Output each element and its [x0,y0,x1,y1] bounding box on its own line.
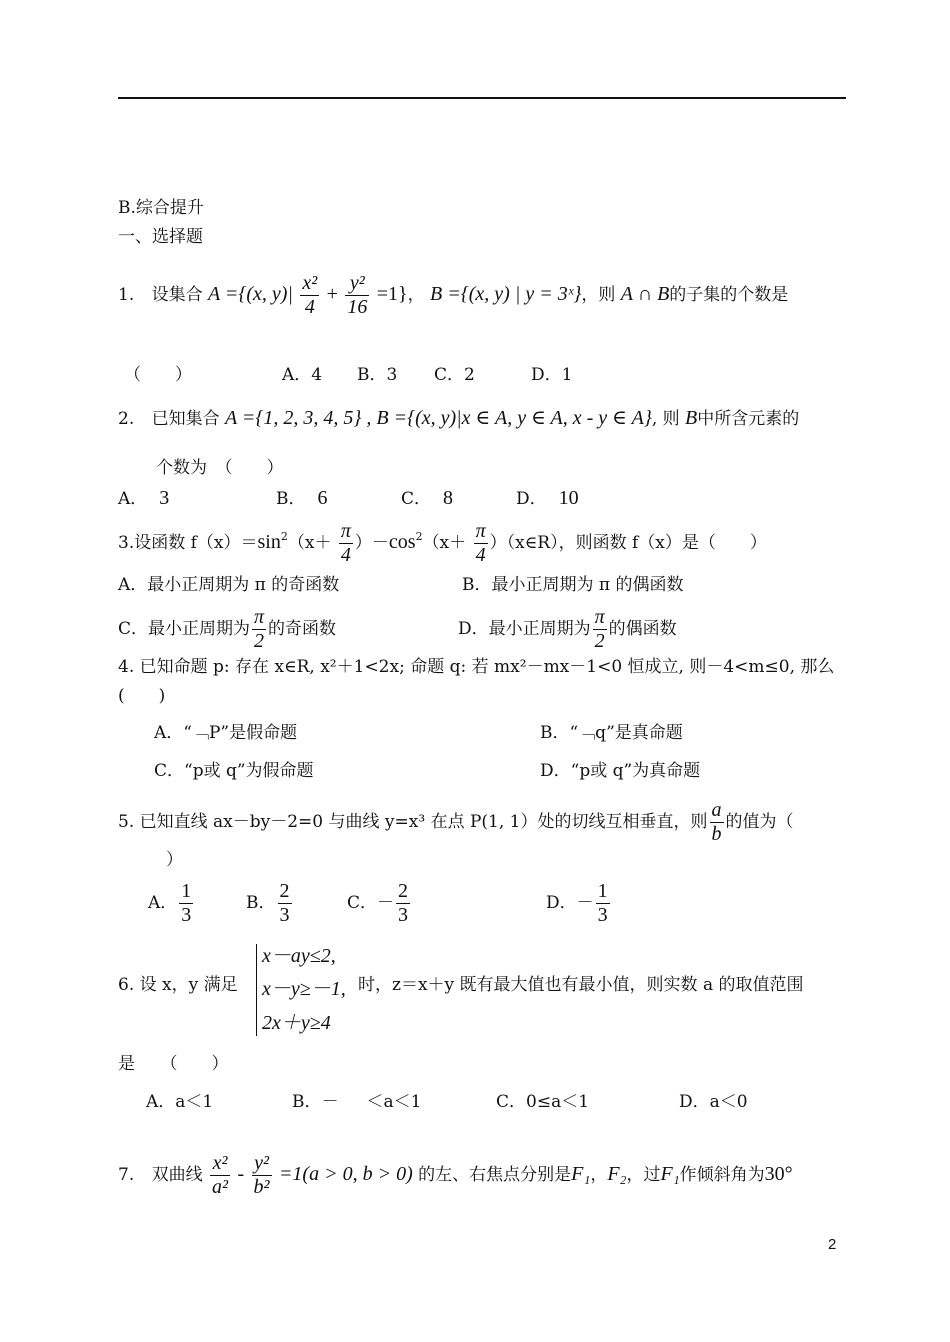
constraint-1: x－ay≤2, [262,945,336,967]
q4-option-b: B．“﹁q”是真命题 [540,723,683,743]
q2-option-b: B． 6 [276,487,328,509]
fraction-pi-over-2: $\frac{\pi}{2}$ [594,606,605,652]
q3-option-d: D．最小正周期为 $\frac{\pi}{2}$ 的偶函数 [458,606,677,652]
q6-option-b: B．－ ＜a＜1 [292,1092,422,1112]
q6-option-c: C．0≤a＜1 [496,1092,590,1112]
constraint-2: x－y≥－1, [262,978,346,1000]
question-5-line1: 5. 已知直线 ax－by－2=0 与曲线 y=x³ 在点 P(1, 1）处的切线互相垂直，则 $\frac{a}{b}$ 的值为（ [118,799,794,845]
q4-option-a: A．“﹁P”是假命题 [154,723,298,743]
q1-option-b: B．3 [357,365,398,385]
page-number: 2 [828,1236,837,1253]
q6-option-d: D．a＜0 [679,1092,748,1112]
q2-option-d: D． 10 [516,487,579,509]
fraction-a-over-b: $\frac{a}{b}$ [711,799,722,845]
question-6-lead: 6. 设 x，y 满足 [118,975,238,995]
fraction-x-over-4: $\frac{\text{x²}}{4}$ [302,272,318,318]
question-6-tail: 时，z＝x＋y 既有最大值也有最小值，则实数 a 的取值范围 [358,975,804,995]
question-1: 1. 设集合 A ={(x, y)| $\frac{\text{x²}}{4}$ + $\frac{\text{y²}}{16}$ =1}， B ={(x, y) | y = 3ˣ}，则 A ∩ B的子集的个数是 [118,272,789,318]
q5-option-c: C．－ $\frac{2}{3}$ [347,880,409,926]
q1-option-c: C．2 [434,365,475,385]
question-7: 7. 双曲线 $\frac{\text{x²}}{\text{a²}}$ - $\frac{\text{y²}}{\text{b²}}$ =1(a > 0, b > 0) 的左、右焦点分别是F₁，F₂，过F₁作倾斜角为30° [118,1152,793,1198]
q4-option-c: C．“p或 q”为假命题 [154,761,314,781]
q5-option-a: A． $\frac{1}{3}$ [148,880,192,926]
q1-option-a: A．4 [282,365,323,385]
q3-option-b: B．最小正周期为 π 的偶函数 [462,575,684,595]
question-4-line1: 4. 已知命题 p: 存在 x∈R, x²＋1<2x; 命题 q: 若 mx²－mx－1<0 恒成立, 则－4<m≤0, 那么 [118,657,835,677]
q3-option-a: A．最小正周期为 π 的奇函数 [118,575,340,595]
section-subtitle: 一、选择题 [118,227,203,247]
fraction-pi-over-2: $\frac{\pi}{2}$ [254,606,265,652]
question-3: 3.设函数 $f(x)=\sin^2(x+$ $\frac{\pi}{4}$ ）$-\cos^2(x+$ $\frac{\pi}{4}$ ）（x∈R），则函数 f（x）是（ ） [118,520,767,566]
header-rule [118,97,846,99]
section-title: B.综合提升 [118,198,204,218]
question-1-paren: （ ） [124,365,192,385]
question-2-line2: 个数为 （ ） [156,458,284,478]
question-5-line2: ） [166,850,183,870]
fraction-y2-over-b2: $\frac{\text{y²}}{\text{b²}}$ [253,1152,270,1198]
fraction-y-over-16: $\frac{\text{y²}}{16}$ [347,272,368,318]
q1-option-d: D．1 [531,365,573,385]
question-4-line2: ( ) [118,686,166,706]
question-2: 2. 已知集合 A ={1, 2, 3, 4, 5} , B ={(x, y)|x ∈ A, y ∈ A, x - y ∈ A}, 则 B中所含元素的 [118,407,800,429]
q4-option-d: D．“p或 q”为真命题 [540,761,701,781]
q2-option-c: C． 8 [401,487,454,509]
fraction-x2-over-a2: $\frac{\text{x²}}{\text{a²}}$ [212,1152,229,1198]
q5-option-d: D．－ $\frac{1}{3}$ [546,880,608,926]
question-6-line2: 是 （ ） [118,1054,229,1074]
fraction-pi-over-4: $\frac{\pi}{4}$ [475,520,486,566]
fraction-pi-over-4: $\frac{\pi}{4}$ [340,520,351,566]
q5-option-b: B． $\frac{2}{3}$ [246,880,290,926]
constraint-3: 2x＋y≥4 [262,1012,331,1034]
q6-option-a: A．a＜1 [146,1092,214,1112]
q2-option-a: A． 3 [118,487,170,509]
q3-option-c: C．最小正周期为 $\frac{\pi}{2}$ 的奇函数 [118,606,337,652]
